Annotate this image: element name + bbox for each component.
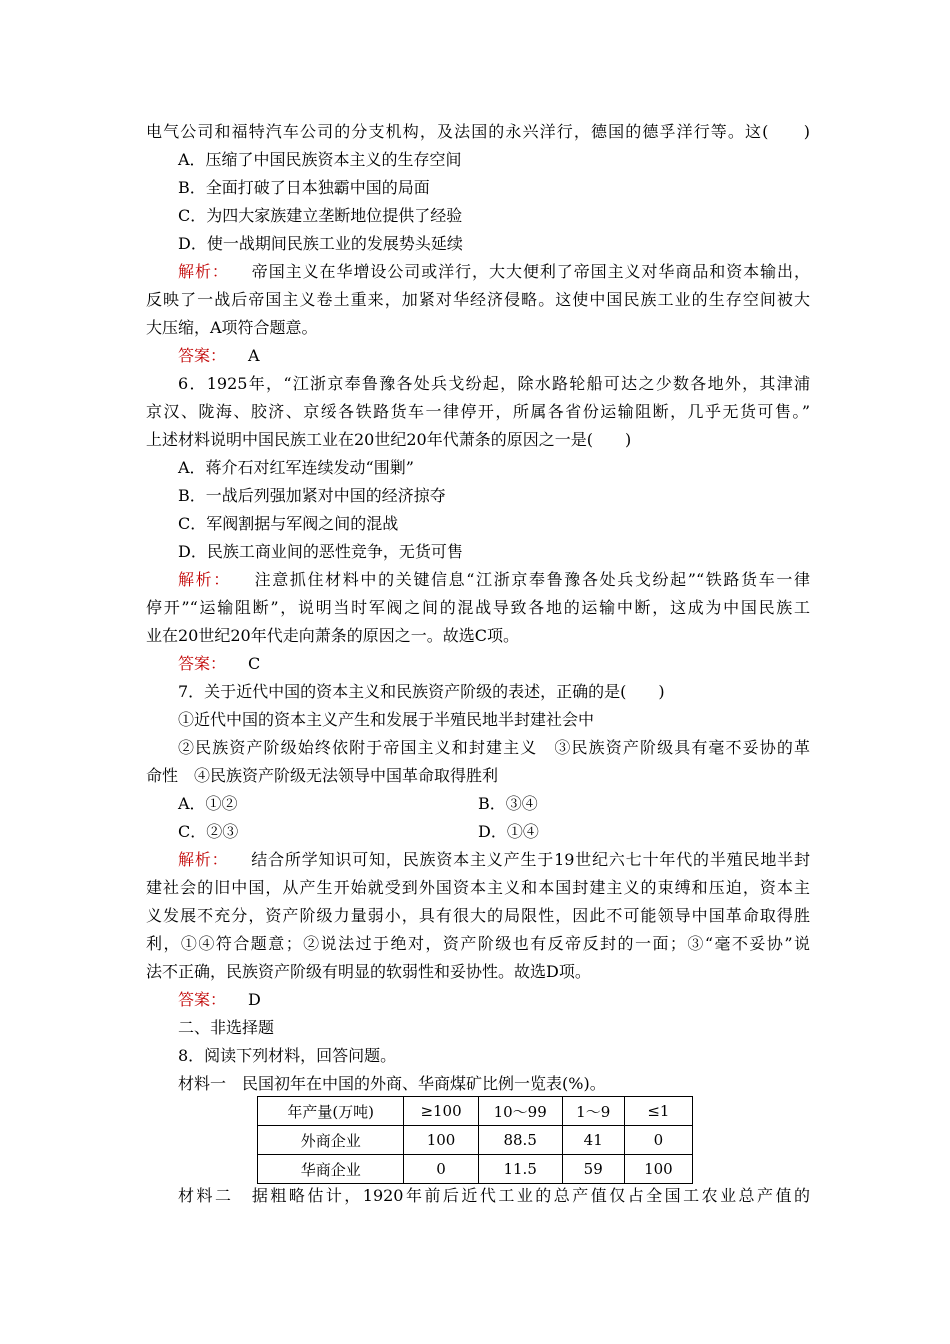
q7-answer-line — [178, 986, 810, 1014]
q6-analysis-line — [178, 566, 810, 594]
q5-stem-tail: 电气公司和福特汽车公司的分支机构，及法国的永兴洋行，德国的德孚洋行等。这( ) — [146, 122, 810, 141]
table-cell: 外商企业 — [258, 1126, 404, 1155]
q7-options-row — [178, 818, 810, 846]
answer-value: C — [248, 654, 261, 673]
q6-stem-line: 6．1925年，“江浙京奉鲁豫各处兵戈纷起，除水路轮船可达之少数各地外，其津浦 — [178, 374, 810, 393]
analysis-text: 注意抓住材料中的关键信息“江浙京奉鲁豫各处兵戈纷起”“铁路货车一律 — [252, 570, 810, 589]
table-header-cell: 年产量(万吨) — [258, 1097, 404, 1126]
table-cell: 0 — [624, 1126, 692, 1155]
q7-option-b: B．③④ — [478, 794, 538, 813]
analysis-label: 解析： — [178, 262, 229, 281]
q7-statement: ②民族资产阶级始终依附于帝国主义和封建主义 ③民族资产阶级具有毫不妥协的革 — [178, 738, 810, 757]
q7-option-a: A．①② — [178, 794, 238, 813]
table-cell: 41 — [562, 1126, 624, 1155]
table-header-row — [258, 1097, 693, 1126]
table-cell: 100 — [404, 1126, 478, 1155]
q6-option-a: A．蒋介石对红军连续发动“围剿” — [178, 458, 414, 477]
q7-analysis-line: 法不正确，民族资产阶级有明显的软弱性和妥协性。故选D项。 — [146, 962, 591, 981]
q7-statement: ①近代中国的资本主义产生和发展于半殖民地半封建社会中 — [178, 710, 595, 729]
table-cell: 华商企业 — [258, 1155, 404, 1184]
q5-answer-line — [178, 342, 810, 370]
q7-analysis-line — [178, 846, 810, 874]
q8-material-one: 材料一 民国初年在中国的外商、华商煤矿比例一览表(%)。 — [178, 1074, 606, 1093]
q6-analysis-line: 业在20世纪20年代走向萧条的原因之一。故选C项。 — [146, 626, 519, 645]
q5-option-d: D．使一战期间民族工业的发展势头延续 — [178, 234, 463, 253]
table-cell: 11.5 — [478, 1155, 562, 1184]
table-cell: 88.5 — [478, 1126, 562, 1155]
analysis-label: 解析： — [178, 850, 229, 869]
analysis-label: 解析： — [178, 570, 231, 589]
q6-option-c: C．军阀割据与军阀之间的混战 — [178, 514, 399, 533]
q8-stem: 8．阅读下列材料，回答问题。 — [178, 1046, 397, 1065]
q5-analysis-line: 反映了一战后帝国主义卷土重来，加紧对华经济侵略。这使中国民族工业的生存空间被大 — [146, 290, 810, 309]
q7-analysis-line: 利，①④符合题意；②说法过于绝对，资产阶级也有反帝反封的一面；③“毫不妥协”说 — [146, 934, 810, 953]
q5-option-c: C．为四大家族建立垄断地位提供了经验 — [178, 206, 463, 225]
q8-material-two: 材料二 据粗略估计，1920年前后近代工业的总产值仅占全国工农业总产值的 — [178, 1186, 810, 1205]
q6-answer-line — [178, 650, 810, 678]
analysis-text: 结合所学知识可知，民族资本主义产生于19世纪六七十年代的半殖民地半封 — [250, 850, 810, 869]
table-header-cell: 10～99 — [478, 1097, 562, 1126]
answer-label: 答案： — [178, 654, 227, 673]
table-cell: 100 — [624, 1155, 692, 1184]
q6-option-b: B．一战后列强加紧对中国的经济掠夺 — [178, 486, 446, 505]
table-row — [258, 1155, 693, 1184]
q7-analysis-line: 建社会的旧中国，从产生开始就受到外国资本主义和本国封建主义的束缚和压迫，资本主 — [146, 878, 810, 897]
q7-option-c: C．②③ — [178, 822, 239, 841]
answer-value: A — [248, 346, 260, 365]
section-heading: 二、非选择题 — [178, 1018, 275, 1037]
q7-options-row — [178, 790, 810, 818]
q5-analysis-line: 大压缩，A项符合题意。 — [146, 318, 318, 337]
coal-mine-table — [257, 1096, 693, 1184]
analysis-text: 帝国主义在华增设公司或洋行，大大便利了帝国主义对华商品和资本输出， — [250, 262, 810, 281]
table-header-cell: 1～9 — [562, 1097, 624, 1126]
q6-stem-line: 京汉、陇海、胶济、京绥各铁路货车一律停开，所属各省份运输阻断，几乎无货可售。” — [146, 402, 810, 421]
table-header-cell: ≥100 — [404, 1097, 478, 1126]
answer-label: 答案： — [178, 346, 227, 365]
q7-analysis-line: 义发展不充分，资产阶级力量弱小，具有很大的局限性，因此不可能领导中国革命取得胜 — [146, 906, 810, 925]
q6-stem-line: 上述材料说明中国民族工业在20世纪20年代萧条的原因之一是( ) — [146, 430, 632, 449]
table-row — [258, 1126, 693, 1155]
table-cell: 0 — [404, 1155, 478, 1184]
q5-analysis-line — [178, 258, 810, 286]
q6-option-d: D．民族工商业间的恶性竞争，无货可售 — [178, 542, 463, 561]
table-cell: 59 — [562, 1155, 624, 1184]
q7-stem: 7．关于近代中国的资本主义和民族资产阶级的表述，正确的是( ) — [178, 682, 665, 701]
answer-label: 答案： — [178, 990, 227, 1009]
q5-option-b: B．全面打破了日本独霸中国的局面 — [178, 178, 430, 197]
table-header-cell: ≤1 — [624, 1097, 692, 1126]
answer-value: D — [248, 990, 261, 1009]
q7-statement: 命性 ④民族资产阶级无法领导中国革命取得胜利 — [146, 766, 499, 785]
q7-option-d: D．①④ — [478, 822, 539, 841]
q6-analysis-line: 停开”“运输阻断”，说明当时军阀之间的混战导致各地的运输中断，这成为中国民族工 — [146, 598, 810, 617]
q5-option-a: A．压缩了中国民族资本主义的生存空间 — [178, 150, 462, 169]
